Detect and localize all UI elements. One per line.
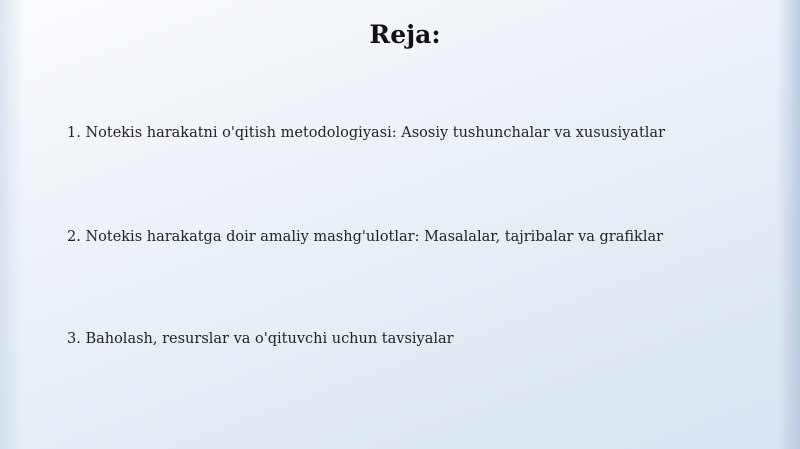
slide-title: Reja:	[369, 20, 441, 49]
slide-edge-right	[778, 0, 800, 449]
slide-edge-left	[0, 0, 22, 449]
plan-item-1: 1. Notekis harakatni o'qitish metodologiyasi: Asosiy tushunchalar va xususiyatlar	[67, 125, 665, 141]
plan-item-3: 3. Baholash, resurslar va o'qituvchi uchun tavsiyalar	[67, 331, 454, 347]
plan-item-2: 2. Notekis harakatga doir amaliy mashg'ulotlar: Masalalar, tajribalar va grafiklar	[67, 229, 664, 245]
